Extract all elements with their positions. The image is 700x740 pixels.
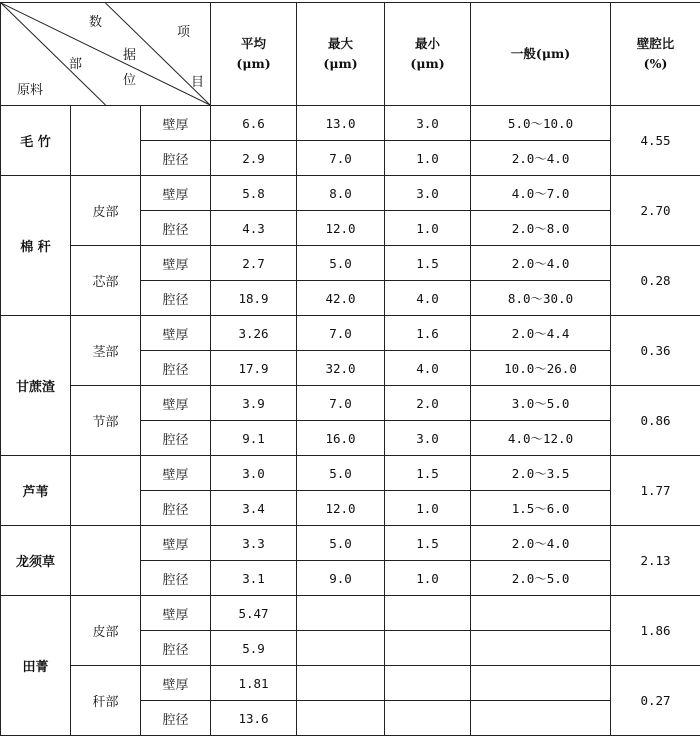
avg-cell: 1.81 bbox=[211, 666, 297, 701]
ratio-cell: 1.77 bbox=[611, 456, 700, 526]
item-cell: 壁厚 bbox=[141, 666, 211, 701]
min-cell: 1.5 bbox=[385, 456, 471, 491]
max-cell bbox=[297, 666, 385, 701]
max-cell: 5.0 bbox=[297, 526, 385, 561]
item-cell: 壁厚 bbox=[141, 386, 211, 421]
avg-cell: 3.3 bbox=[211, 526, 297, 561]
max-cell: 7.0 bbox=[297, 141, 385, 176]
max-cell: 5.0 bbox=[297, 246, 385, 281]
table-row bbox=[1, 456, 700, 491]
max-cell: 42.0 bbox=[297, 281, 385, 316]
max-cell: 13.0 bbox=[297, 106, 385, 141]
part-cell: 茎部 bbox=[71, 316, 141, 386]
min-cell: 4.0 bbox=[385, 351, 471, 386]
general-cell bbox=[471, 596, 611, 631]
avg-cell: 9.1 bbox=[211, 421, 297, 456]
max-cell: 5.0 bbox=[297, 456, 385, 491]
item-cell: 壁厚 bbox=[141, 316, 211, 351]
avg-cell: 5.47 bbox=[211, 596, 297, 631]
general-cell: 2.0～3.5 bbox=[471, 456, 611, 491]
avg-cell: 13.6 bbox=[211, 701, 297, 736]
item-cell: 腔径 bbox=[141, 561, 211, 596]
min-cell: 2.0 bbox=[385, 386, 471, 421]
min-cell: 1.0 bbox=[385, 561, 471, 596]
item-cell: 壁厚 bbox=[141, 526, 211, 561]
header-max: 最大 (μm) bbox=[297, 3, 385, 106]
avg-cell: 6.6 bbox=[211, 106, 297, 141]
ratio-cell: 2.13 bbox=[611, 526, 700, 596]
avg-cell: 4.3 bbox=[211, 211, 297, 246]
item-cell: 腔径 bbox=[141, 211, 211, 246]
part-cell: 秆部 bbox=[71, 666, 141, 736]
avg-cell: 2.7 bbox=[211, 246, 297, 281]
part-cell bbox=[71, 526, 141, 596]
item-cell: 腔径 bbox=[141, 141, 211, 176]
avg-cell: 18.9 bbox=[211, 281, 297, 316]
general-cell: 2.0～5.0 bbox=[471, 561, 611, 596]
min-cell bbox=[385, 596, 471, 631]
ratio-cell: 2.70 bbox=[611, 176, 700, 246]
material-cell: 棉 秆 bbox=[1, 176, 71, 316]
general-cell: 2.0～4.0 bbox=[471, 141, 611, 176]
ratio-cell: 0.27 bbox=[611, 666, 700, 736]
table-row bbox=[1, 106, 700, 141]
general-cell: 2.0～4.4 bbox=[471, 316, 611, 351]
min-cell: 1.0 bbox=[385, 141, 471, 176]
min-cell: 4.0 bbox=[385, 281, 471, 316]
min-cell bbox=[385, 666, 471, 701]
part-cell bbox=[71, 456, 141, 526]
diag-label-mu: 目 bbox=[191, 75, 205, 90]
table-row bbox=[1, 246, 700, 281]
material-cell: 甘蔗渣 bbox=[1, 316, 71, 456]
avg-cell: 3.9 bbox=[211, 386, 297, 421]
table-row bbox=[1, 596, 700, 631]
item-cell: 腔径 bbox=[141, 281, 211, 316]
item-cell: 壁厚 bbox=[141, 176, 211, 211]
general-cell: 1.5～6.0 bbox=[471, 491, 611, 526]
header-min: 最小 (μm) bbox=[385, 3, 471, 106]
item-cell: 腔径 bbox=[141, 701, 211, 736]
general-cell: 4.0～12.0 bbox=[471, 421, 611, 456]
header-ratio: 壁腔比 (%) bbox=[611, 3, 700, 106]
max-cell bbox=[297, 701, 385, 736]
ratio-cell: 0.86 bbox=[611, 386, 700, 456]
min-cell: 1.6 bbox=[385, 316, 471, 351]
table-row bbox=[1, 666, 700, 701]
min-cell: 1.0 bbox=[385, 211, 471, 246]
max-cell: 7.0 bbox=[297, 316, 385, 351]
general-cell: 3.0～5.0 bbox=[471, 386, 611, 421]
diag-label-xiang: 项 bbox=[177, 25, 191, 40]
general-cell: 4.0～7.0 bbox=[471, 176, 611, 211]
general-cell bbox=[471, 631, 611, 666]
max-cell: 8.0 bbox=[297, 176, 385, 211]
min-cell: 3.0 bbox=[385, 421, 471, 456]
max-cell bbox=[297, 596, 385, 631]
max-cell: 32.0 bbox=[297, 351, 385, 386]
fiber-dimension-table bbox=[0, 2, 700, 736]
avg-cell: 2.9 bbox=[211, 141, 297, 176]
item-cell: 壁厚 bbox=[141, 106, 211, 141]
ratio-cell: 0.28 bbox=[611, 246, 700, 316]
avg-cell: 3.1 bbox=[211, 561, 297, 596]
general-cell bbox=[471, 666, 611, 701]
part-cell bbox=[71, 106, 141, 176]
max-cell: 12.0 bbox=[297, 211, 385, 246]
min-cell: 3.0 bbox=[385, 106, 471, 141]
avg-cell: 5.8 bbox=[211, 176, 297, 211]
table-row bbox=[1, 176, 700, 211]
material-cell: 龙须草 bbox=[1, 526, 71, 596]
ratio-cell: 1.86 bbox=[611, 596, 700, 666]
general-cell: 2.0～8.0 bbox=[471, 211, 611, 246]
header-general: 一般(μm) bbox=[471, 3, 611, 106]
diag-label-shu: 数 bbox=[89, 15, 103, 30]
ratio-cell: 4.55 bbox=[611, 106, 700, 176]
part-cell: 芯部 bbox=[71, 246, 141, 316]
max-cell: 7.0 bbox=[297, 386, 385, 421]
item-cell: 腔径 bbox=[141, 421, 211, 456]
part-cell: 节部 bbox=[71, 386, 141, 456]
avg-cell: 3.0 bbox=[211, 456, 297, 491]
min-cell: 1.5 bbox=[385, 526, 471, 561]
item-cell: 腔径 bbox=[141, 491, 211, 526]
part-cell: 皮部 bbox=[71, 596, 141, 666]
table-row bbox=[1, 526, 700, 561]
material-cell: 毛 竹 bbox=[1, 106, 71, 176]
item-cell: 壁厚 bbox=[141, 456, 211, 491]
general-cell: 5.0～10.0 bbox=[471, 106, 611, 141]
diag-label-ju: 据 bbox=[123, 48, 137, 63]
material-cell: 田菁 bbox=[1, 596, 71, 736]
avg-cell: 3.26 bbox=[211, 316, 297, 351]
material-cell: 芦苇 bbox=[1, 456, 71, 526]
diag-label-bu: 部 bbox=[69, 57, 83, 72]
avg-cell: 17.9 bbox=[211, 351, 297, 386]
min-cell bbox=[385, 631, 471, 666]
avg-cell: 3.4 bbox=[211, 491, 297, 526]
item-cell: 壁厚 bbox=[141, 246, 211, 281]
table-row bbox=[1, 316, 700, 351]
max-cell: 12.0 bbox=[297, 491, 385, 526]
item-cell: 腔径 bbox=[141, 631, 211, 666]
item-cell: 腔径 bbox=[141, 351, 211, 386]
max-cell bbox=[297, 631, 385, 666]
general-cell bbox=[471, 701, 611, 736]
diag-label-wei: 位 bbox=[123, 73, 137, 88]
min-cell: 3.0 bbox=[385, 176, 471, 211]
general-cell: 2.0～4.0 bbox=[471, 526, 611, 561]
max-cell: 9.0 bbox=[297, 561, 385, 596]
min-cell: 1.5 bbox=[385, 246, 471, 281]
avg-cell: 5.9 bbox=[211, 631, 297, 666]
header-avg: 平均 (μm) bbox=[211, 3, 297, 106]
min-cell bbox=[385, 701, 471, 736]
max-cell: 16.0 bbox=[297, 421, 385, 456]
ratio-cell: 0.36 bbox=[611, 316, 700, 386]
table-row bbox=[1, 386, 700, 421]
diag-label-yuanliao: 原料 bbox=[17, 83, 44, 98]
general-cell: 8.0～30.0 bbox=[471, 281, 611, 316]
item-cell: 壁厚 bbox=[141, 596, 211, 631]
part-cell: 皮部 bbox=[71, 176, 141, 246]
diagonal-header-cell bbox=[1, 3, 211, 106]
general-cell: 2.0～4.0 bbox=[471, 246, 611, 281]
general-cell: 10.0～26.0 bbox=[471, 351, 611, 386]
min-cell: 1.0 bbox=[385, 491, 471, 526]
